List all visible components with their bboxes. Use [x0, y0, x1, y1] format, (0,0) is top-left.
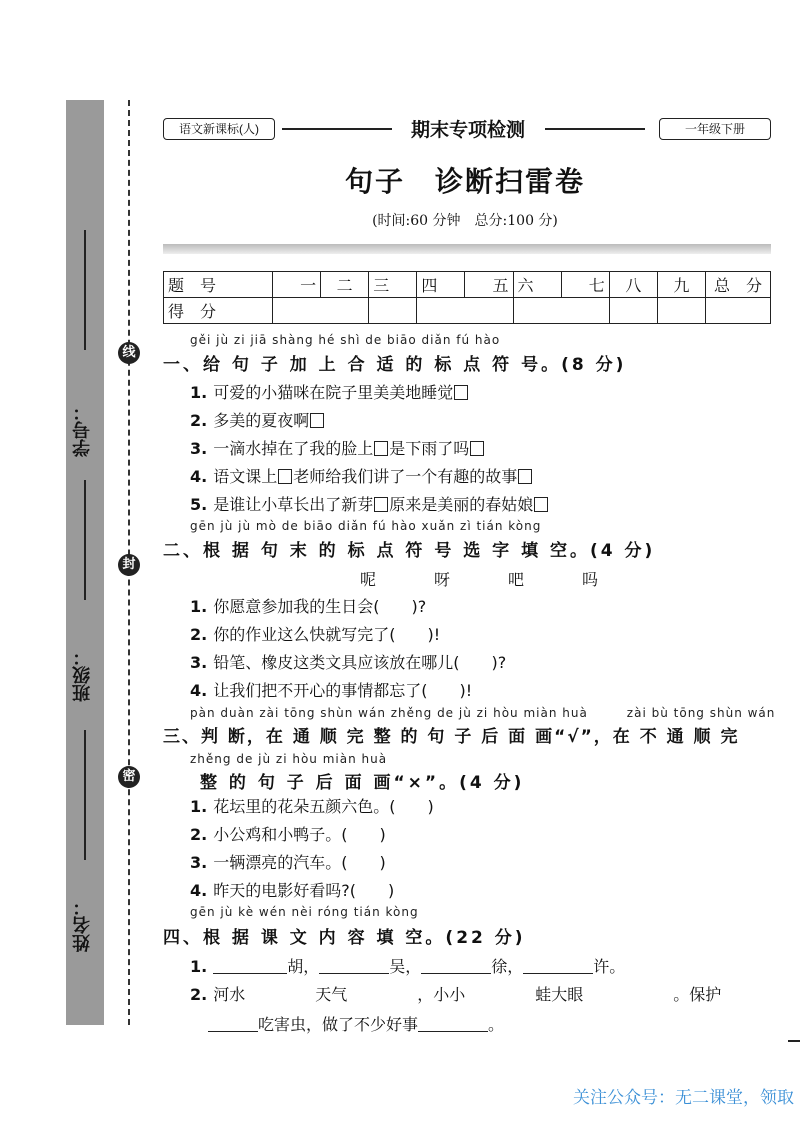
curriculum-tag: 语文新课标(人)	[163, 118, 275, 140]
item-text: 昨天的电影好看吗?( )	[213, 881, 395, 900]
list-item	[208, 1012, 504, 1035]
punctuation-box[interactable]	[374, 497, 388, 512]
item-number: 1.	[190, 383, 208, 402]
word-choices	[360, 567, 656, 590]
item-text: ，小小	[417, 985, 466, 1004]
item-text: 一滴水掉在了我的脸上	[213, 439, 374, 458]
item-text: 蛙大眼	[535, 985, 584, 1004]
section-pinyin: gēn jù jù mò de biāo diǎn fú hào xuǎn zì tián kòng	[190, 519, 542, 533]
student-number-line	[84, 230, 86, 350]
time-score-info: (时间:60 分钟 总分:100 分)	[372, 213, 558, 229]
item-text: 原来是美丽的春姑娘	[389, 495, 534, 514]
item-number: 2.	[190, 985, 208, 1004]
list-item[interactable]	[190, 594, 426, 617]
item-text: 可爱的小猫咪在院子里美美地睡觉	[213, 383, 454, 402]
footer-watermark: 关注公众号：无二课堂，领取	[573, 1088, 794, 1108]
section-title: 整 的 句 子 后 面 画“×”。(4 分)	[200, 773, 525, 793]
item-number: 3.	[190, 853, 208, 872]
table-cell: 七	[561, 272, 609, 298]
item-number: 4.	[190, 467, 208, 486]
table-cell: 二	[321, 272, 369, 298]
table-cell: 九	[657, 272, 705, 298]
list-item[interactable]	[190, 650, 506, 673]
fill-blank[interactable]	[421, 973, 491, 974]
item-text: 你愿意参加我的生日会( )?	[213, 597, 427, 616]
list-item	[190, 492, 549, 515]
punctuation-box[interactable]	[310, 413, 324, 428]
item-number: 2.	[190, 625, 208, 644]
item-text: 。	[488, 1015, 505, 1034]
section-title: 二、根 据 句 末 的 标 点 符 号 选 字 填 空。(4 分)	[163, 541, 656, 561]
header-rule-left	[282, 128, 392, 130]
list-item[interactable]	[190, 850, 386, 873]
item-text: 许。	[593, 957, 626, 976]
item-number: 3.	[190, 439, 208, 458]
table-cell: 八	[609, 272, 657, 298]
choice-word: 吧	[508, 570, 525, 589]
section-title: 三、判 断，在 通 顺 完 整 的 句 子 后 面 画“√”，在 不 通 顺 完	[163, 727, 740, 747]
score-cell[interactable]	[369, 298, 417, 324]
score-cell[interactable]	[513, 298, 609, 324]
student-number-line-2	[84, 480, 86, 600]
score-table-score-row	[164, 298, 771, 324]
choice-word: 呢	[360, 570, 377, 589]
score-cell[interactable]	[706, 298, 771, 324]
list-item	[190, 982, 750, 1005]
table-cell: 四	[417, 272, 465, 298]
seal-secret: 密	[118, 766, 140, 788]
list-item	[190, 408, 325, 431]
item-text: 小公鸡和小鸭子。( )	[213, 825, 386, 844]
section-title: 一、给 句 子 加 上 合 适 的 标 点 符 号。(8 分)	[163, 355, 627, 375]
table-cell: 五	[465, 272, 513, 298]
table-cell: 一	[273, 272, 321, 298]
fill-blank[interactable]	[213, 973, 287, 974]
page-title: 句子 诊断扫雷卷	[344, 165, 585, 198]
punctuation-box[interactable]	[534, 497, 548, 512]
item-number: 1.	[190, 597, 208, 616]
list-item	[190, 954, 625, 977]
item-text: 语文课上	[213, 467, 278, 486]
table-cell: 六	[513, 272, 561, 298]
item-number: 4.	[190, 681, 208, 700]
punctuation-box[interactable]	[518, 469, 532, 484]
item-text: 铅笔、橡皮这类文具应该放在哪儿( )?	[213, 653, 507, 672]
score-cell[interactable]	[417, 298, 513, 324]
punctuation-box[interactable]	[374, 441, 388, 456]
title-divider	[163, 244, 771, 254]
item-number: 1.	[190, 797, 208, 816]
student-number-label: 学号：	[72, 403, 93, 457]
class-label: 班级：	[72, 648, 93, 702]
table-cell: 题 号	[164, 272, 273, 298]
punctuation-box[interactable]	[454, 385, 468, 400]
item-number: 1.	[190, 957, 208, 976]
item-number: 4.	[190, 881, 208, 900]
item-text: 让我们把不开心的事情都忘了( )!	[213, 681, 473, 700]
seal-line: 线	[118, 342, 140, 364]
list-item[interactable]	[190, 878, 394, 901]
score-cell[interactable]	[609, 298, 657, 324]
list-item[interactable]	[190, 822, 386, 845]
header-rule-right	[545, 128, 645, 130]
score-table-header-row	[164, 272, 771, 298]
fill-blank[interactable]	[208, 1031, 258, 1032]
seal-seal: 封	[118, 554, 140, 576]
table-cell: 得 分	[164, 298, 273, 324]
item-text: 徐，	[491, 957, 524, 976]
section-pinyin: zhěng de jù zi hòu miàn huà	[190, 752, 388, 766]
score-table	[163, 271, 771, 324]
item-text: 吃害虫，做了不少好事	[258, 1015, 419, 1034]
item-text: 。保护	[673, 985, 722, 1004]
item-text: 是下雨了吗	[389, 439, 470, 458]
score-cell[interactable]	[273, 298, 369, 324]
item-number: 2.	[190, 825, 208, 844]
item-text: 你的作业这么快就写完了( )!	[213, 625, 441, 644]
item-text: 天气	[315, 985, 348, 1004]
item-number: 5.	[190, 495, 208, 514]
table-cell: 三	[369, 272, 417, 298]
punctuation-box[interactable]	[278, 469, 292, 484]
list-item[interactable]	[190, 794, 434, 817]
class-line	[84, 730, 86, 860]
table-cell: 总 分	[706, 272, 771, 298]
score-cell[interactable]	[657, 298, 705, 324]
item-number: 3.	[190, 653, 208, 672]
punctuation-box[interactable]	[470, 441, 484, 456]
item-text: 多美的夏夜啊	[213, 411, 310, 430]
item-text: 吴，	[389, 957, 422, 976]
section-pinyin: pàn duàn zài tōng shùn wán zhěng de jù zi hòu miàn huà zài bù tōng shùn wán	[190, 706, 776, 720]
list-item[interactable]	[190, 622, 440, 645]
item-text: 胡，	[287, 957, 320, 976]
item-text: 是谁让小草长出了新芽	[213, 495, 374, 514]
fill-blank[interactable]	[418, 1031, 488, 1032]
exam-type-title: 期末专项检测	[410, 119, 525, 141]
name-label: 姓名：	[72, 898, 93, 952]
item-text: 花坛里的花朵五颜六色。( )	[213, 797, 434, 816]
list-item	[190, 436, 485, 459]
list-item[interactable]	[190, 678, 472, 701]
item-text: 河水	[213, 985, 246, 1004]
fill-blank[interactable]	[319, 973, 389, 974]
section-title: 四、根 据 课 文 内 容 填 空。(22 分)	[163, 928, 526, 948]
item-number: 2.	[190, 411, 208, 430]
item-text: 老师给我们讲了一个有趣的故事	[293, 467, 518, 486]
item-text: 一辆漂亮的汽车。( )	[213, 853, 386, 872]
choice-word: 呀	[434, 570, 451, 589]
grade-tag: 一年级下册	[659, 118, 771, 140]
list-item	[190, 464, 533, 487]
section-pinyin: gěi jù zi jiā shàng hé shì de biāo diǎn fú hào	[190, 333, 501, 347]
section-pinyin: gēn jù kè wén nèi róng tián kòng	[190, 905, 419, 919]
fill-blank[interactable]	[523, 973, 593, 974]
list-item	[190, 380, 469, 403]
edge-mark	[788, 1040, 800, 1042]
choice-word: 吗	[582, 570, 599, 589]
